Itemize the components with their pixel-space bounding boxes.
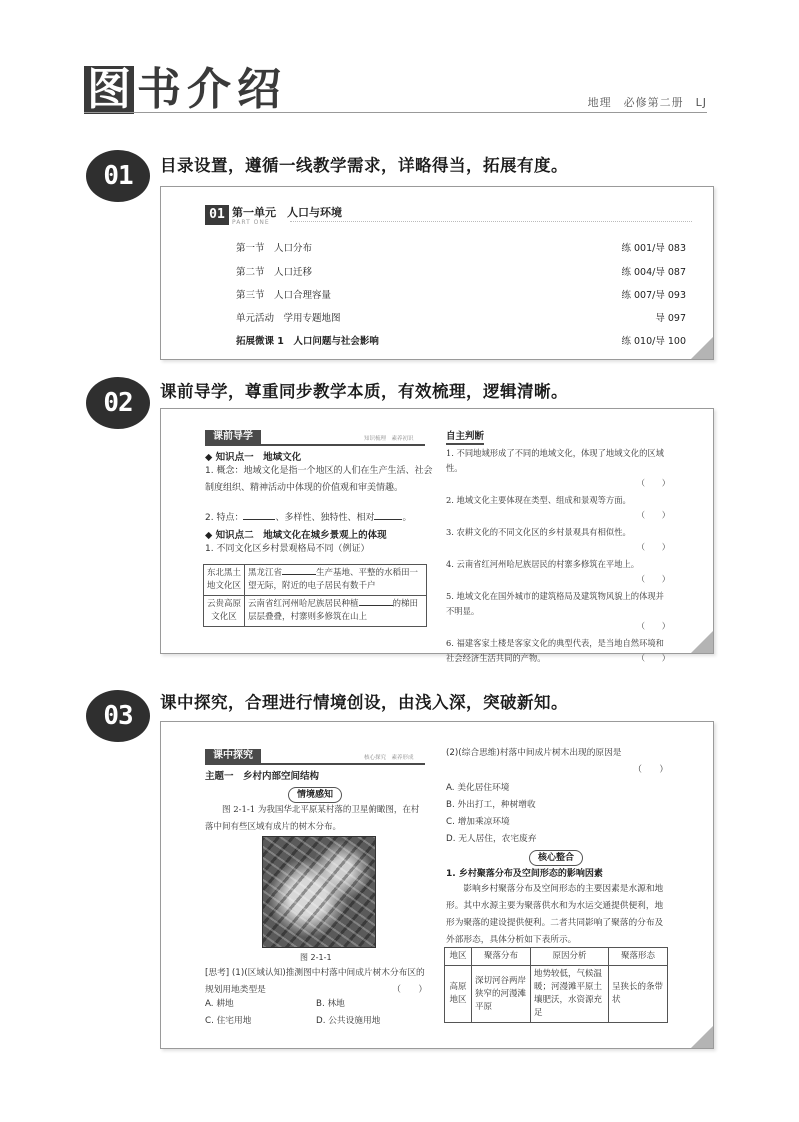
- table-header: 聚落形态: [609, 948, 668, 966]
- judge-mark[interactable]: （ ）: [636, 478, 670, 488]
- title-char-4: 绍: [237, 64, 281, 115]
- judge-mark[interactable]: （ ）: [636, 621, 670, 631]
- answer-mark[interactable]: （ ）: [392, 985, 427, 995]
- header-divider: [84, 112, 707, 113]
- preview-tag: 课前导学: [205, 430, 261, 444]
- judge-text: 5. 地域文化在国外城市的建筑格局及建筑物风貌上的体现并不明显。: [446, 591, 664, 616]
- blank-field[interactable]: [243, 519, 275, 520]
- judge-text: 1. 不同地域形成了不同的地域文化，体现了地域文化的区域性。: [446, 448, 664, 473]
- table-cell: 呈狭长的条带状: [609, 966, 668, 1023]
- scene-text: 图 2-1-1 为我国华北平原某村落的卫星俯瞰图，在村落中间有些区域有成片的树木分布。: [205, 805, 420, 832]
- cell-text: 黑龙江省: [248, 568, 283, 578]
- option[interactable]: B. 外出打工，种树增收: [446, 800, 536, 810]
- unit-dotted-line: [290, 221, 692, 222]
- toc-row[interactable]: [236, 287, 686, 301]
- section-badge-01: 01: [86, 150, 150, 202]
- explore-tag-line: [205, 763, 425, 765]
- page-fold: [691, 1026, 713, 1048]
- table-header: 原因分析: [531, 948, 609, 966]
- toc-label: 第二节 人口迁移: [236, 267, 313, 278]
- table-row: [204, 565, 427, 596]
- toc-row[interactable]: [236, 240, 686, 254]
- core-title: 1. 乡村聚落分布及空间形态的影响因素: [446, 869, 603, 879]
- option[interactable]: D. 公共设施用地: [316, 1016, 381, 1026]
- table-cell: 地势较低，气候温暖；河漫滩平原土壤肥沃，水资源充足: [531, 966, 609, 1023]
- judge-item: [446, 525, 670, 555]
- explore-tag: 课中探究: [205, 749, 261, 763]
- table-cell: 东北黑土地文化区: [204, 565, 245, 596]
- section-badge-03: 03: [86, 690, 150, 742]
- scene-badge: 情境感知: [288, 787, 342, 803]
- answer-mark[interactable]: （ ）: [633, 765, 668, 775]
- judge-tag: 自主判断: [446, 428, 484, 445]
- cell-text: 的梯田层层叠叠，村寨则多修筑在山上: [248, 599, 419, 622]
- table-row: [204, 596, 427, 627]
- toc-label: 第一节 人口分布: [236, 243, 313, 254]
- section-heading-01: 目录设置，遵循一线教学需求，详略得当，拓展有度。: [160, 156, 568, 175]
- option[interactable]: B. 林地: [316, 999, 345, 1009]
- options-2: [446, 780, 536, 848]
- think-question: [205, 965, 427, 999]
- toc-page: 练 001/导 083: [621, 243, 686, 254]
- cell-text: 云南省红河州哈尼族居民种植: [248, 599, 359, 609]
- page-fold: [691, 631, 713, 653]
- section-heading-02: 课前导学，尊重同步教学本质，有效梳理，逻辑清晰。: [160, 382, 568, 401]
- cell-text: 生产基地、平整的水稻田一望无际，附近的电子居民有数千户: [248, 568, 419, 591]
- blank-field[interactable]: [282, 574, 316, 575]
- knowledge-point-2: ◆ 知识点二 地域文化在城乡景观上的体现: [205, 530, 387, 541]
- satellite-photo: [262, 836, 376, 948]
- toc-page: 导 097: [655, 313, 686, 324]
- theme-title: 主题一 乡村内部空间结构: [205, 771, 320, 782]
- blank-field[interactable]: [359, 605, 393, 606]
- knowledge-features: [205, 510, 433, 527]
- judge-text: 3. 农耕文化的不同文化区的乡村景观具有相似性。: [446, 527, 631, 537]
- judge-item: [446, 589, 670, 634]
- preview-tag-line: [205, 444, 425, 446]
- question-text: [思考] (1)(区域认知)推测图中村落中间成片树木分布区的规划用地类型是: [205, 968, 425, 995]
- toc-page: 练 007/导 093: [621, 290, 686, 301]
- section-heading-03: 课中探究，合理进行情境创设，由浅入深，突破新知。: [160, 693, 568, 712]
- unit-title: 第一单元 人口与环境: [232, 206, 342, 219]
- toc-page: 练 010/导 100: [621, 336, 686, 347]
- judge-text: 6. 福建客家土楼是客家文化的典型代表，是当地自然环境和社会经济生活共同的产物。: [446, 638, 664, 663]
- book-intro-title: [84, 66, 314, 114]
- option[interactable]: C. 增加乘凉环境: [446, 817, 510, 827]
- option[interactable]: A. 美化居住环境: [446, 783, 510, 793]
- explore-tag-note: 核心探究 素养形成: [364, 755, 414, 761]
- page-fold: [691, 337, 713, 359]
- judge-mark[interactable]: （ ）: [636, 574, 670, 584]
- features-mid: 、多样性、独特性、相对: [275, 513, 375, 523]
- judge-text: 2. 地域文化主要体现在类型、组成和景观等方面。: [446, 495, 631, 505]
- title-char-2: 书: [137, 64, 181, 115]
- table-cell: [245, 596, 427, 627]
- judge-text: 4. 云南省红河州哈尼族居民的村寨多修筑在平地上。: [446, 559, 640, 569]
- judge-mark[interactable]: （ ）: [636, 510, 670, 520]
- culture-table: [203, 564, 427, 627]
- photo-caption: 图 2-1-1: [300, 953, 332, 962]
- judge-item: [446, 557, 670, 587]
- toc-label: 拓展微课 1 人口问题与社会影响: [236, 336, 379, 347]
- judge-item: [446, 636, 670, 666]
- toc-label: 第三节 人口合理容量: [236, 290, 332, 301]
- options-1: [205, 996, 427, 1030]
- option[interactable]: D. 无人居住，农宅废弃: [446, 834, 537, 844]
- core-badge: 核心整合: [529, 850, 583, 866]
- question-2: [446, 745, 668, 779]
- judge-mark[interactable]: （ ）: [636, 542, 670, 552]
- preview-tag-note: 知识梳理 素养初识: [364, 436, 414, 442]
- table-header-row: [445, 948, 668, 966]
- title-char-1: 图: [84, 66, 134, 114]
- table-cell: 深切河谷两岸狭窄的河漫滩平原: [472, 966, 531, 1023]
- knowledge-subtitle: 1. 不同文化区乡村景观格局不同（例证）: [205, 544, 370, 554]
- features-prefix: 2. 特点：: [205, 513, 244, 523]
- toc-row[interactable]: [236, 333, 686, 347]
- table-cell: [245, 565, 427, 596]
- table-cell: 高原地区: [445, 966, 472, 1023]
- unit-number: 01: [205, 205, 229, 225]
- toc-page: 练 004/导 087: [621, 267, 686, 278]
- option[interactable]: C. 住宅用地: [205, 1016, 252, 1026]
- features-end: 。: [402, 513, 412, 523]
- settlement-table: [444, 947, 668, 1023]
- blank-field[interactable]: [374, 519, 402, 520]
- table-cell: 云贵高原文化区: [204, 596, 245, 627]
- title-char-3: 介: [187, 64, 231, 115]
- table-header: 地区: [445, 948, 472, 966]
- option[interactable]: A. 耕地: [205, 999, 234, 1009]
- toc-row[interactable]: [236, 264, 686, 278]
- toc-row[interactable]: [236, 310, 686, 324]
- judge-item: [446, 446, 670, 491]
- judge-list: [446, 446, 670, 666]
- core-text: 影响乡村聚落分布及空间形态的主要因素是水源和地形。其中水源主要为聚落供水和为水运交通提供便利，地形为聚落的建设提供便利。二者共同影响了聚落的分布及外部形态，具体分析如下表所示。: [446, 884, 664, 945]
- knowledge-definition: 1. 概念：地域文化是指一个地区的人们在生产生活、社会制度组织、精神活动中体现的价值观和审美情趣。: [205, 466, 433, 493]
- knowledge-point-1: ◆ 知识点一 地域文化: [205, 452, 302, 463]
- section-badge-02: 02: [86, 377, 150, 429]
- judge-item: [446, 493, 670, 523]
- table-header: 聚落分布: [472, 948, 531, 966]
- table-row: [445, 966, 668, 1023]
- unit-part-label: PART ONE: [232, 219, 270, 226]
- toc-label: 单元活动 学用专题地图: [236, 313, 341, 324]
- book-subtitle: 地理 必修第二册 LJ: [587, 96, 707, 109]
- judge-mark[interactable]: （ ）: [636, 653, 670, 663]
- question-text: (2)(综合思维)村落中间成片树木出现的原因是: [446, 748, 622, 758]
